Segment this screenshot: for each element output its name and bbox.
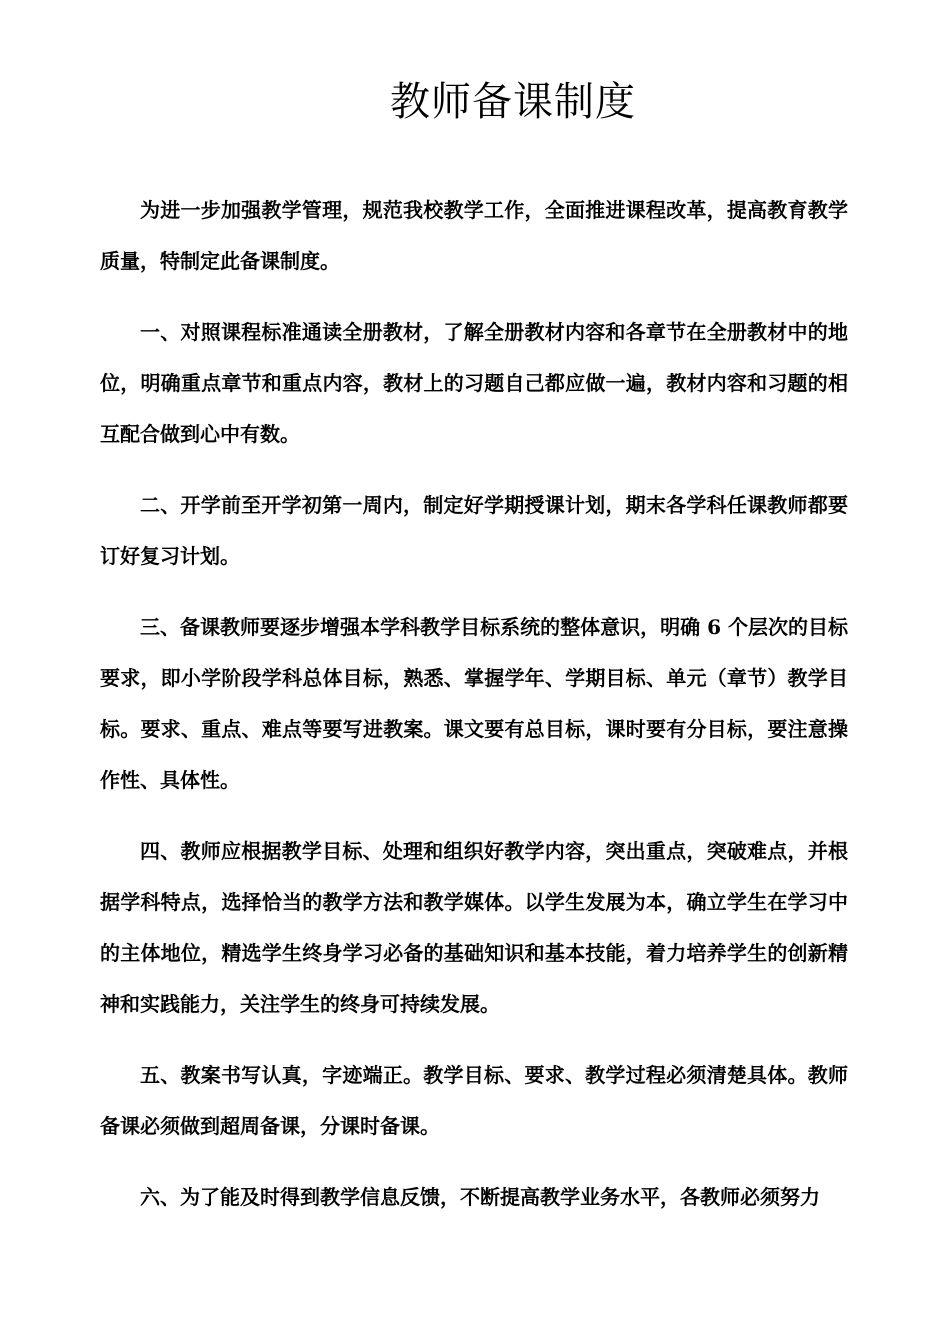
paragraph-item-3: 三、备课教师要逐步增强本学科教学目标系统的整体意识，明确 6 个层次的目标要求，即小学阶段学科总体目标，熟悉、掌握学年、学期目标、单元（章节）教学目标。要求、重点、难点等要写进教案。课文要有总目标，课时要有分目标，要注意操作性、具体性。: [100, 615, 848, 792]
document-body: [100, 185, 848, 1243]
paragraph-item-1: 一、对照课程标准通读全册教材，了解全册教材内容和各章节在全册教材中的地位，明确重点章节和重点内容，教材上的习题自己都应做一遍，教材内容和习题的相互配合做到心中有数。: [100, 320, 848, 446]
paragraph-item-6: 六、为了能及时得到教学信息反馈，不断提高教学业务水平，各教师必须努力: [140, 1185, 820, 1209]
document-title: 教师备课制度: [390, 79, 636, 125]
paragraph-item-2: 二、开学前至开学初第一周内，制定好学期授课计划，期末各学科任课教师都要订好复习计划。: [100, 493, 848, 568]
paragraph-intro: 为进一步加强教学管理，规范我校教学工作，全面推进课程改革，提高教育教学质量，特制定此备课制度。: [100, 198, 848, 273]
paragraph-item-4: 四、教师应根据教学目标、处理和组织好教学内容，突出重点，突破难点，并根据学科特点，选择恰当的教学方法和教学媒体。以学生发展为本，确立学生在学习中的主体地位，精选学生终身学习必备的基础知识和基本技能，着力培养学生的创新精神和实践能力，关注学生的终身可持续发展。: [100, 839, 848, 1016]
paragraph-item-5: 五、教案书写认真，字迹端正。教学目标、要求、教学过程必须清楚具体。教师备课必须做到超周备课，分课时备课。: [100, 1063, 848, 1138]
